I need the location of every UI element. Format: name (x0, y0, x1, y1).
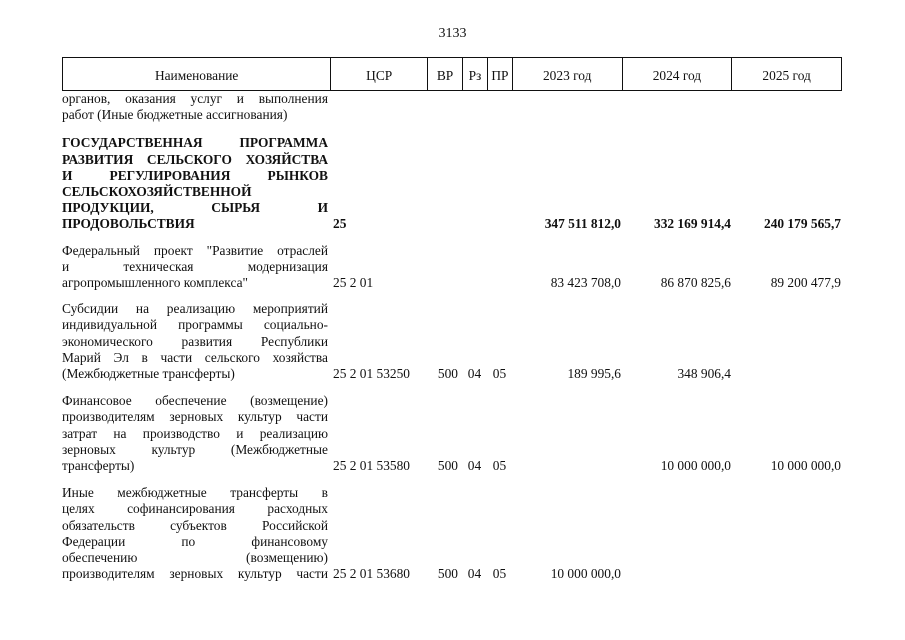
table-row (62, 301, 842, 382)
row-name-line: Субсидии на реализацию мероприятий (62, 301, 328, 317)
header-rz: Рз (462, 58, 487, 90)
table-header (62, 57, 842, 91)
table-row (62, 91, 842, 123)
header-name: Наименование (154, 68, 239, 83)
row-2023: 83 423 708,0 (550, 275, 621, 291)
row-name (62, 91, 330, 123)
row-name (62, 485, 330, 582)
row-name-line: экономического развития Республики (62, 333, 328, 349)
row-name-line: производителям зерновых культур части (62, 409, 328, 425)
row-name-line: Иные межбюджетные трансферты в (62, 485, 328, 501)
row-name (62, 243, 330, 292)
page-number: 3133 (438, 26, 467, 41)
row-name-line: агропромышленного комплекса" (62, 275, 248, 291)
row-name-line: Федерации по финансовому (62, 533, 328, 549)
header-csr: ЦСР (330, 58, 427, 90)
row-vr: 500 (437, 566, 458, 582)
row-pr: 05 (492, 566, 507, 582)
row-name-line: и техническая модернизация (62, 258, 328, 274)
table-row (62, 485, 842, 582)
row-name-line: работ (Иные бюджетные ассигнования) (62, 107, 288, 123)
row-2023: 10 000 000,0 (550, 566, 621, 582)
row-2024: 332 169 914,4 (654, 216, 731, 232)
row-name-line: И РЕГУЛИРОВАНИЯ РЫНКОВ (62, 167, 328, 183)
row-vr: 500 (437, 366, 458, 382)
row-2024: 348 906,4 (677, 366, 731, 382)
row-name-line: Финансовое обеспечение (возмещение) (62, 393, 328, 409)
header-vr: ВР (427, 58, 462, 90)
row-csr: 25 2 01 53680 (333, 566, 410, 582)
row-name-line: (Межбюджетные трансферты) (62, 366, 235, 382)
header-2023: 2023 год (512, 58, 622, 90)
row-csr: 25 2 01 53250 (333, 366, 410, 382)
row-2025: 10 000 000,0 (770, 458, 841, 474)
row-name-line: целях софинансирования расходных (62, 501, 328, 517)
row-name-line: трансферты) (62, 458, 135, 474)
row-name-line: затрат на производство и реализацию (62, 425, 328, 441)
row-name-line: Марий Эл в части сельского хозяйства (62, 349, 328, 365)
header-2024: 2024 год (622, 58, 732, 90)
row-csr: 25 (333, 216, 347, 232)
row-name-line: индивидуальной программы социально- (62, 317, 328, 333)
header-2025: 2025 год (731, 58, 841, 90)
row-rz: 04 (467, 366, 482, 382)
row-pr: 05 (492, 458, 507, 474)
row-2023: 189 995,6 (567, 366, 621, 382)
row-name-line: ПРОДУКЦИИ, СЫРЬЯ И (62, 200, 328, 216)
row-2025: 240 179 565,7 (764, 216, 841, 232)
row-csr: 25 2 01 53580 (333, 458, 410, 474)
row-name-line: производителям зерновых культур части (62, 566, 328, 582)
row-2024: 86 870 825,6 (660, 275, 731, 291)
row-rz: 04 (467, 566, 482, 582)
row-name-line: ГОСУДАРСТВЕННАЯ ПРОГРАММА (62, 135, 328, 151)
row-name-line: Федеральный проект "Развитие отраслей (62, 242, 328, 258)
row-name-line: РАЗВИТИЯ СЕЛЬСКОГО ХОЗЯЙСТВА (62, 151, 328, 167)
row-2024: 10 000 000,0 (660, 458, 731, 474)
row-name-line: обязательств субъектов Российской (62, 517, 328, 533)
row-name (62, 301, 330, 382)
row-name-line: зерновых культур (Межбюджетные (62, 441, 328, 457)
row-name-line: обеспечению (возмещению) (62, 550, 328, 566)
row-pr: 05 (492, 366, 507, 382)
row-vr: 500 (437, 458, 458, 474)
row-csr: 25 2 01 (333, 275, 374, 291)
row-name-line: СЕЛЬСКОХОЗЯЙСТВЕННОЙ (62, 184, 252, 200)
row-rz: 04 (467, 458, 482, 474)
row-name (62, 393, 330, 474)
row-2023: 347 511 812,0 (544, 216, 621, 232)
table-body (62, 91, 842, 582)
row-name-line: органов, оказания услуг и выполнения (62, 91, 328, 106)
table-row-program (62, 135, 842, 232)
header-pr: ПР (487, 58, 512, 90)
table-row (62, 243, 842, 292)
row-name-line: ПРОДОВОЛЬСТВИЯ (62, 216, 195, 232)
table-row (62, 393, 842, 474)
row-name (62, 135, 330, 232)
row-2025: 89 200 477,9 (770, 275, 841, 291)
